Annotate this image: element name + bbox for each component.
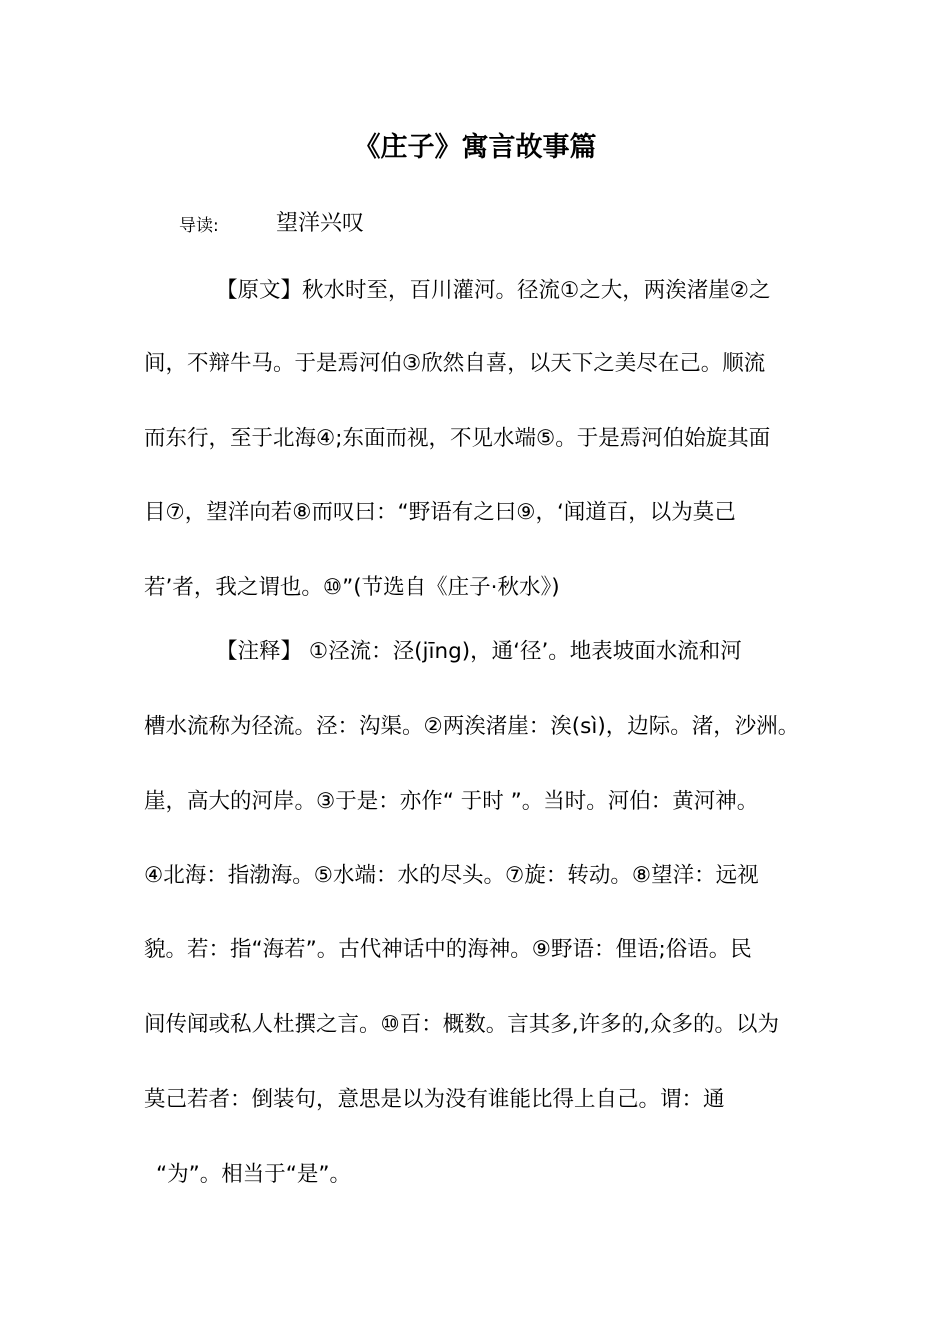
text-line: 间传闻或私人杜撰之言。⑩百：概数。言其多,许多的,众多的。以为 xyxy=(144,1012,779,1037)
text-line: “为”。相当于“是”。 xyxy=(156,1162,352,1187)
text-line: 而东行，至于北海④;东面而视，不见水端⑤。于是焉河伯始旋其面 xyxy=(144,426,771,451)
text-line: 目⑦，望洋向若⑧而叹曰：“野语有之曰⑨，‘闻道百，以为莫己 xyxy=(144,500,736,525)
text-line: 崖，高大的河岸。③于是：亦作“ 于时 ”。当时。河伯：黄河神。 xyxy=(144,789,759,814)
text-line: 槽水流称为径流。泾：沟渠。②两涘渚崖：涘(sì)，边际。渚，沙洲。 xyxy=(144,714,800,739)
text-line: 貌。若：指“海若”。古代神话中的海神。⑨野语：俚语;俗语。民 xyxy=(144,937,752,962)
guide-value: 望洋兴叹 xyxy=(276,211,365,236)
text-line: ④北海：指渤海。⑤水端：水的尽头。⑦旋：转动。⑧望洋：远视 xyxy=(144,863,759,888)
text-line: 间，不辩牛马。于是焉河伯③欣然自喜，以天下之美尽在己。顺流 xyxy=(144,351,766,376)
text-line: 【注释】 ①泾流：泾(jīng)，通‘径’。地表坡面水流和河 xyxy=(216,639,742,664)
text-line: 若’者，我之谓也。⑩”(节选自《庄子·秋水》) xyxy=(144,575,560,600)
text-line: 莫己若者：倒装句，意思是以为没有谁能比得上自己。谓：通 xyxy=(144,1087,725,1112)
text-line: 【原文】秋水时至，百川灌河。径流①之大，两涘渚崖②之 xyxy=(216,278,771,303)
page-title: 《庄子》寓言故事篇 xyxy=(353,132,597,163)
guide-label: 导读: xyxy=(179,216,219,236)
